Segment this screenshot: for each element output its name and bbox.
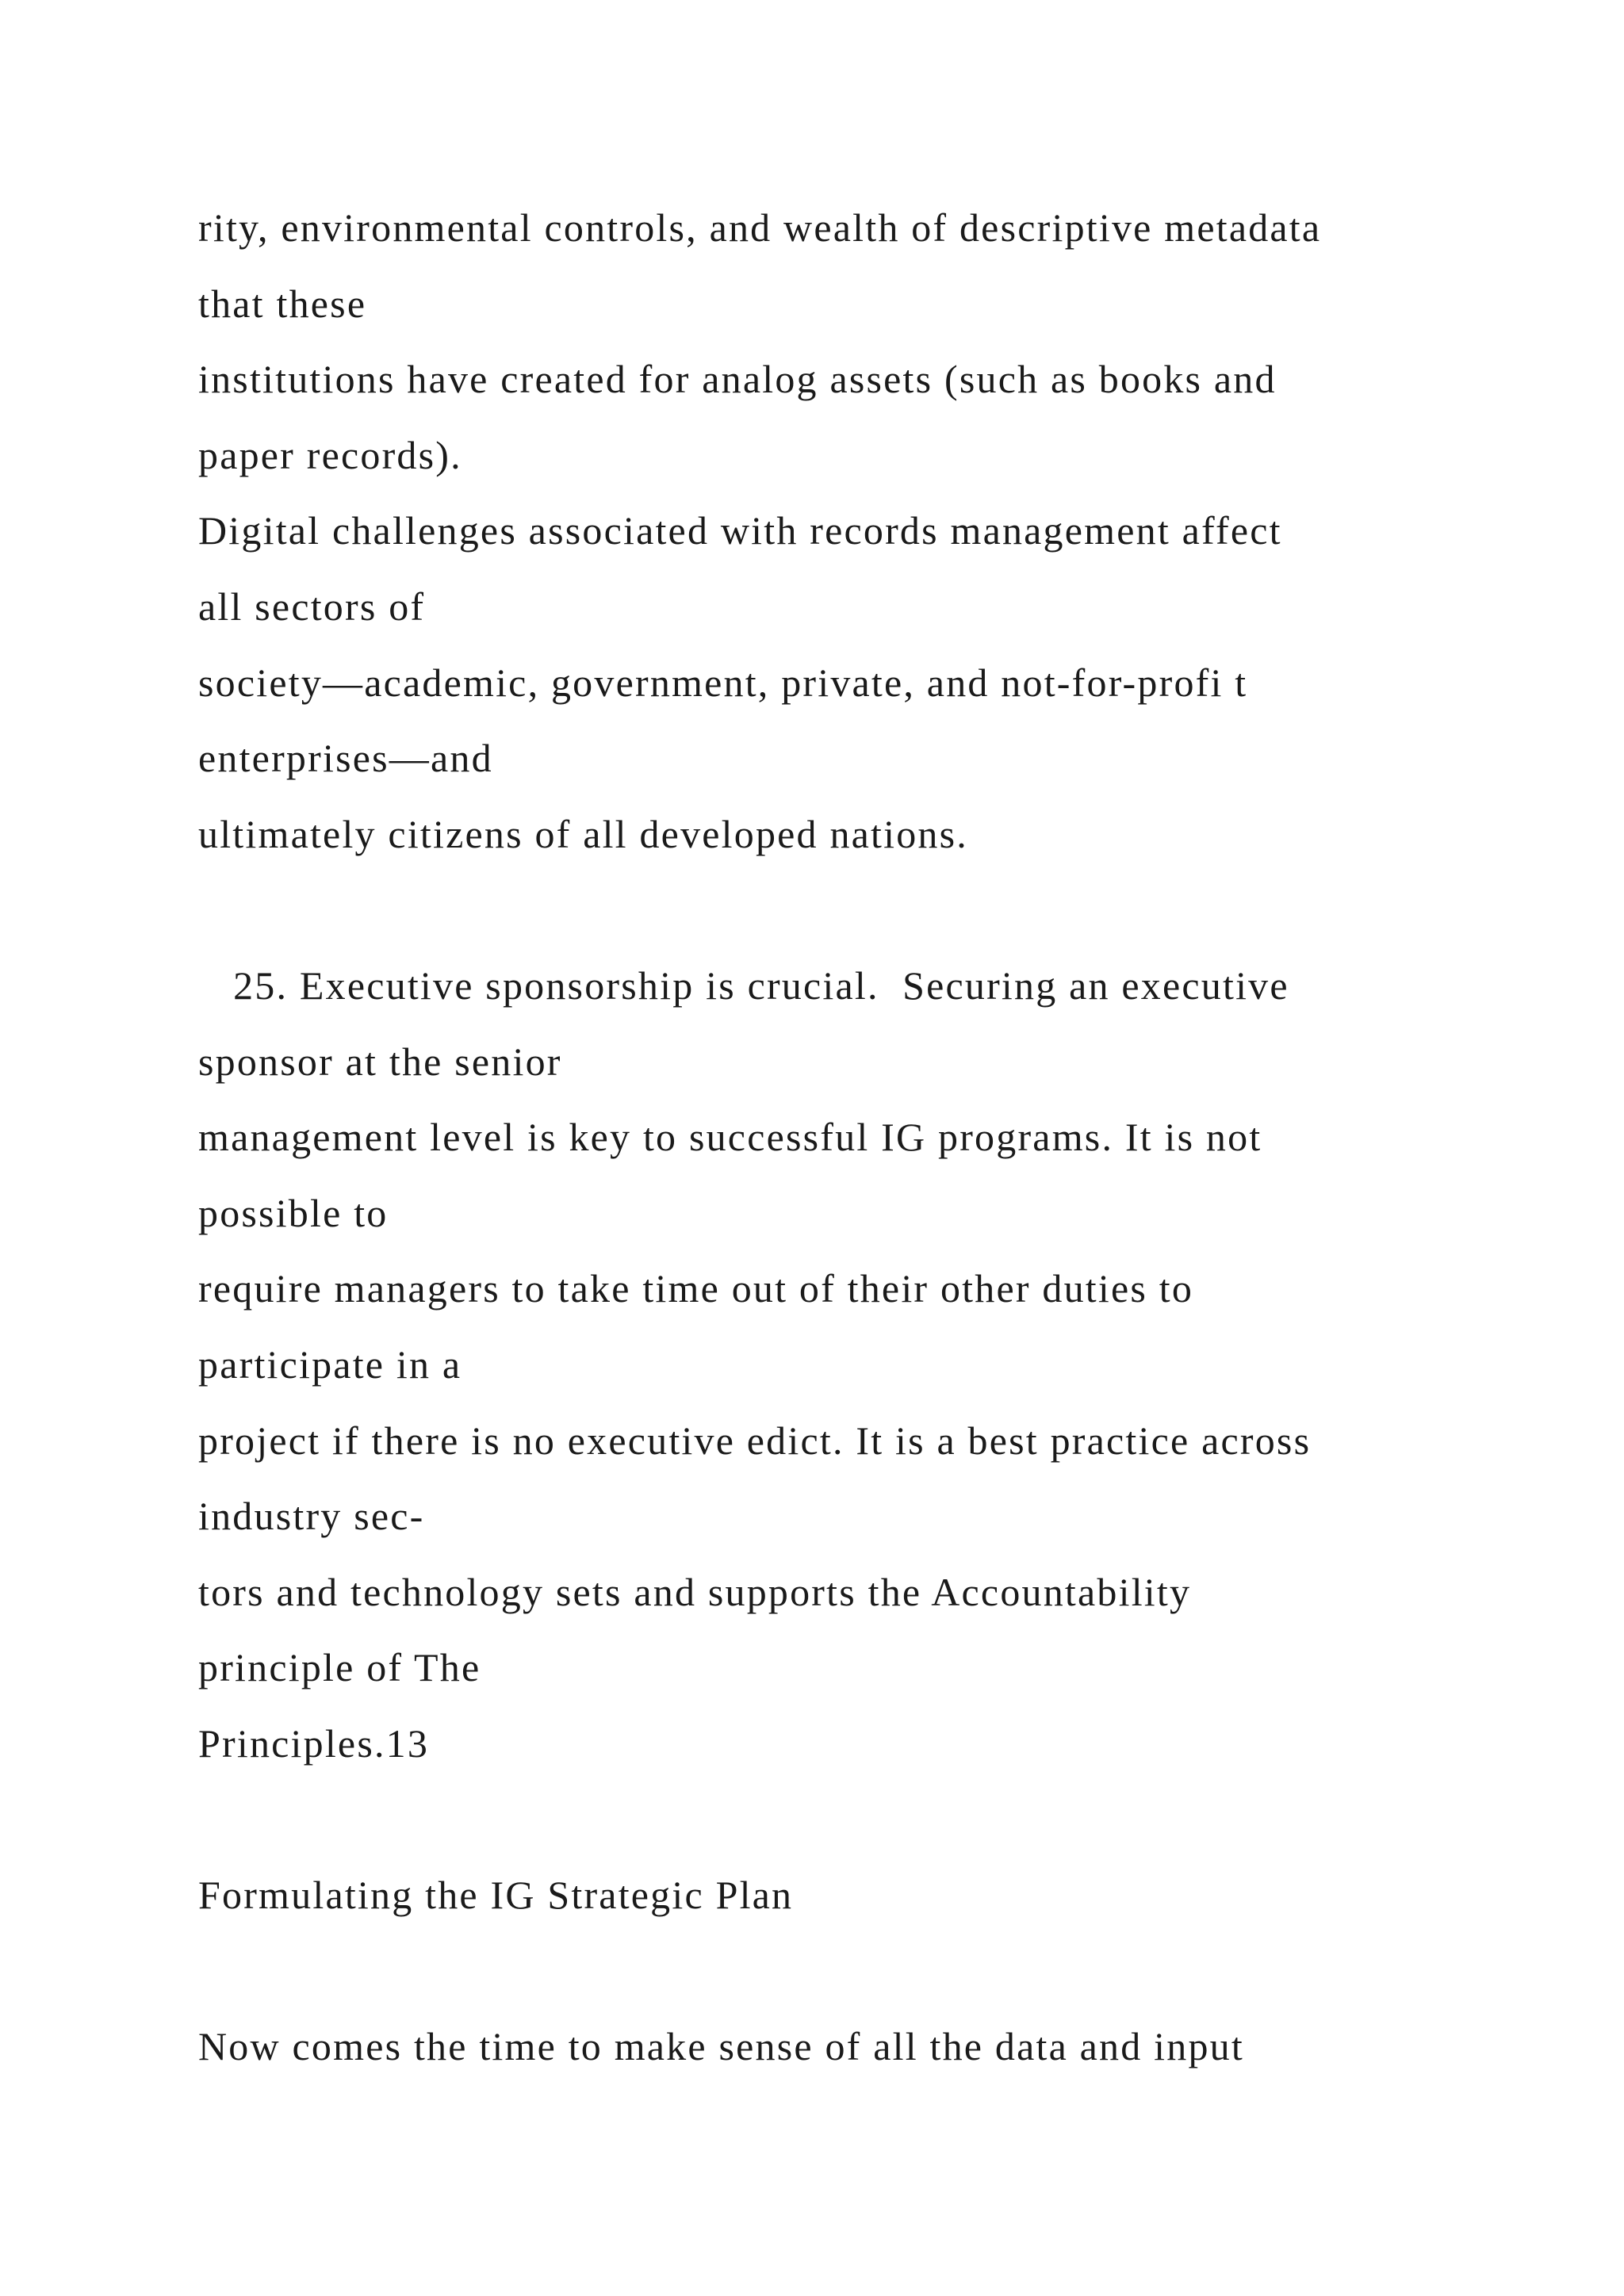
paragraph-spacer [198,1781,1562,1858]
text-line: principle of The [198,1645,481,1690]
text-line: Digital challenges associated with records management affect [198,508,1282,553]
text-line: institutions have created for analog assets (such as books and [198,357,1277,402]
section-heading: Formulating the IG Strategic Plan [198,1873,794,1918]
paragraph-records-challenges [198,190,1562,872]
text-line: society—academic, government, private, and not-for-profi t [198,660,1248,705]
document-body [198,190,1562,2085]
text-line: ultimately citizens of all developed nations. [198,811,968,856]
text-line: management level is key to successful IG programs. It is not [198,1115,1262,1160]
text-line: require managers to take time out of their other duties to [198,1266,1194,1311]
text-line: paper records). [198,432,462,477]
paragraph-spacer [198,1934,1562,2010]
paragraph-executive-sponsorship [198,948,1562,1782]
text-line: 25. Executive sponsorship is crucial. Securing an executive [198,962,1289,1008]
text-line: possible to [198,1190,389,1235]
text-line: industry sec- [198,1494,425,1539]
text-line: rity, environmental controls, and wealth of descriptive metadata [198,205,1322,250]
text-line: all sectors of [198,584,426,629]
text-line: Now comes the time to make sense of all the data and input [198,2024,1244,2069]
text-line: sponsor at the senior [198,1039,562,1084]
paragraph-spacer [198,872,1562,948]
text-line: participate in a [198,1341,462,1387]
text-line: project if there is no executive edict. It is a best practice across [198,1418,1312,1463]
paragraph-now-comes [198,2009,1562,2085]
text-line: enterprises—and [198,736,493,781]
text-line: Principles.13 [198,1720,430,1766]
text-line: that these [198,281,367,326]
text-line: tors and technology sets and supports the Accountability [198,1569,1192,1614]
